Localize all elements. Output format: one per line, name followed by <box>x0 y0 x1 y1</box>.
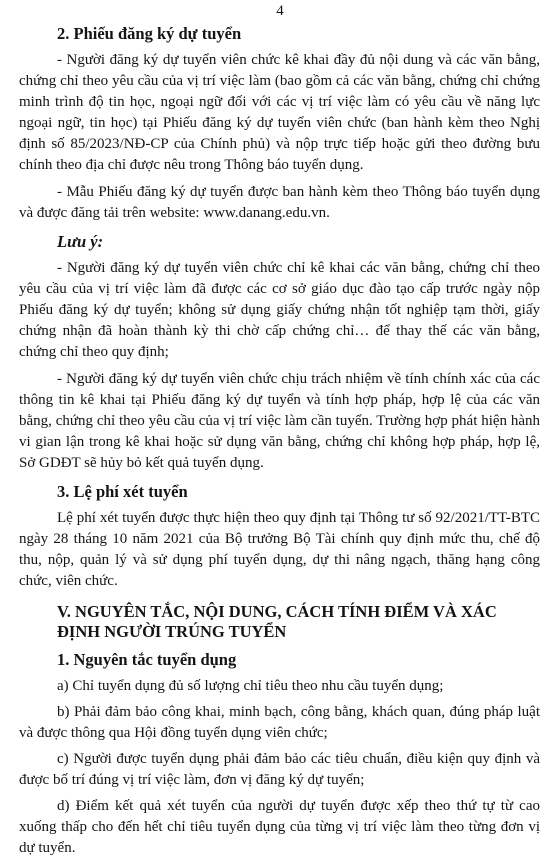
section-3-heading: 3. Lệ phí xét tuyển <box>57 482 188 501</box>
note-paragraph-2: - Người đăng ký dự tuyển viên chức chịu trách nhiệm về tính chính xác của các thông tin kê khai tại Phiếu đăng ký dự tuyển và tính hợp pháp, hợp lệ của các văn bằng, chứng chỉ theo yêu cầu của vị trí việc làm cần tuyển. Trường hợp phát hiện hành vi gian lận trong kê khai hoặc sử dụng văn bằng, chứng chỉ không hợp pháp, hợp lệ, Sở GDĐT sẽ hủy bỏ kết quả tuyển dụng. <box>19 371 540 471</box>
principle-item-b: b) Phải đảm bảo công khai, minh bạch, công bằng, khách quan, đúng pháp luật và được thông qua Hội đồng tuyển dụng viên chức; <box>19 704 540 741</box>
page-number: 4 <box>276 3 284 19</box>
section-2-heading: 2. Phiếu đăng ký dự tuyển <box>57 24 242 43</box>
section-v-1-heading: 1. Nguyên tắc tuyển dụng <box>57 650 237 669</box>
document-body <box>19 22 540 864</box>
note-paragraph-1: - Người đăng ký dự tuyển viên chức chỉ kê khai các văn bằng, chứng chỉ theo yêu cầu của vị trí việc làm đã được các cơ sở giáo dục đào tạo cấp trước ngày nộp Phiếu đăng ký dự tuyển; không sử dụng giấy chứng nhận tốt nghiệp tạm thời, giấy chứng nhận đã hoàn thành kỳ thi chờ cấp chứng chỉ… để thay thế các văn bằng, chứng chỉ theo quy định; <box>19 260 540 360</box>
note-label: Lưu ý: <box>57 232 104 251</box>
section-2-paragraph-1: - Người đăng ký dự tuyển viên chức kê khai đầy đủ nội dung và các văn bằng, chứng chỉ theo yêu cầu của vị trí việc làm (bao gồm cả các văn bằng, chứng chỉ chứng minh trình độ tin học, ngoại ngữ đối với các vị trí việc làm có yêu cầu về năng lực ngoại ngữ, tin học) tại Phiếu đăng ký dự tuyển viên chức (ban hành kèm theo Nghị định số 85/2023/NĐ-CP của Chính phủ) và nộp trực tiếp hoặc gửi theo đường bưu chính theo địa chỉ được nêu trong Thông báo tuyển dụng. <box>19 52 540 173</box>
principle-item-c: c) Người được tuyển dụng phải đảm bảo các tiêu chuẩn, điều kiện quy định và được bố trí đúng vị trí việc làm, đơn vị đăng ký dự tuyển; <box>19 751 540 788</box>
principle-item-d: d) Điểm kết quả xét tuyển của người dự tuyển được xếp theo thứ tự từ cao xuống thấp cho đến hết chỉ tiêu tuyển dụng của từng vị trí việc làm theo từng đơn vị dự tuyển. <box>19 798 540 856</box>
section-2-paragraph-2: - Mẫu Phiếu đăng ký dự tuyển được ban hành kèm theo Thông báo tuyển dụng và được đăng tải trên website: www.danang.edu.vn. <box>19 184 540 221</box>
principle-item-a: a) Chỉ tuyển dụng đủ số lượng chỉ tiêu theo nhu cầu tuyển dụng; <box>57 678 444 694</box>
section-3-paragraph: Lệ phí xét tuyển được thực hiện theo quy định tại Thông tư số 92/2021/TT-BTC ngày 28 tháng 10 năm 2021 của Bộ trưởng Bộ Tài chính quy định mức thu, chế độ thu, nộp, quản lý và sử dụng phí tuyển dụng, dự thi nâng ngạch, thăng hạng công chức, viên chức. <box>19 510 540 589</box>
section-v-heading: V. NGUYÊN TẮC, NỘI DUNG, CÁCH TÍNH ĐIỂM VÀ XÁC ĐỊNH NGƯỜI TRÚNG TUYỂN <box>57 602 497 641</box>
